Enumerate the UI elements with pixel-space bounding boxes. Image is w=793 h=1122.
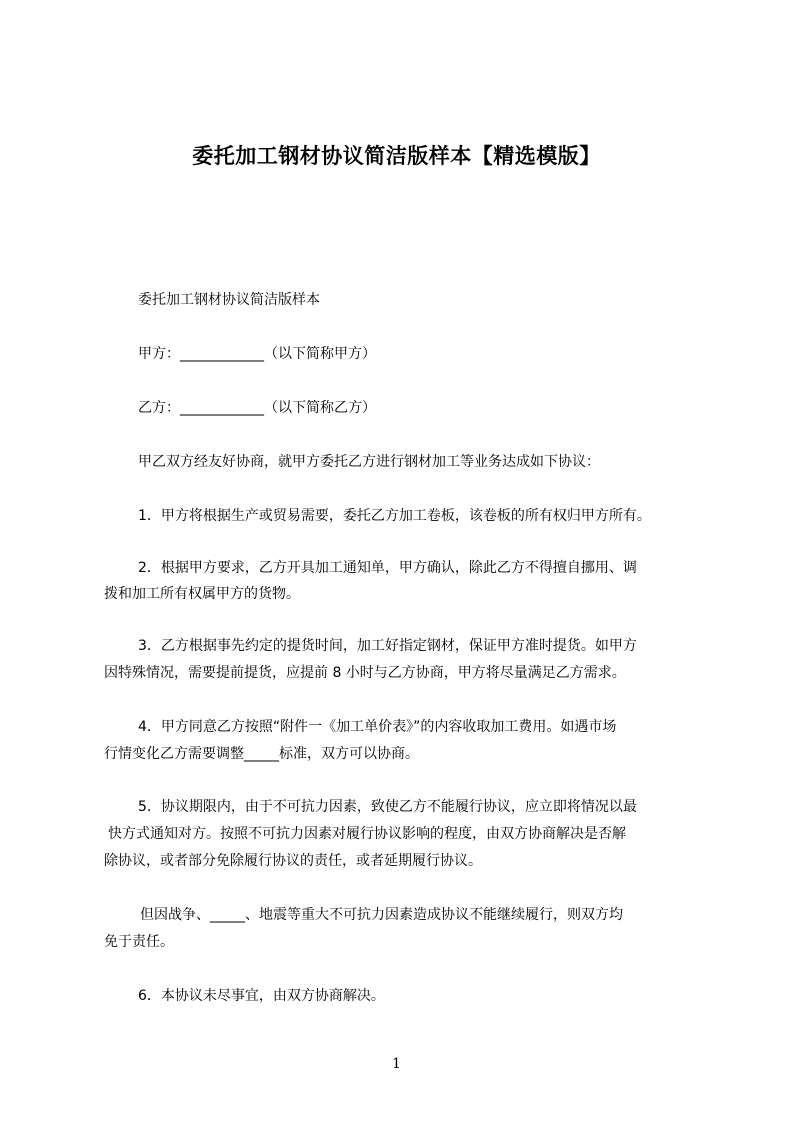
force-majeure-line-2: 免于责任。 bbox=[104, 934, 174, 950]
clause-4-line-1: 4．甲方同意乙方按照“附件一《加工单价表》”的内容收取加工费用。如遇市场 bbox=[138, 719, 617, 735]
clause-5-line-2: 快方式通知对方。按照不可抗力因素对履行协议影响的程度，由双方协商解决是否解 bbox=[108, 826, 626, 842]
clause-1-line-1: 1．甲方将根据生产或贸易需要，委托乙方加工卷板，该卷板的所有权归甲方所有。 bbox=[138, 508, 651, 524]
clause-6-line-1: 6．本协议未尽事宜，由双方协商解决。 bbox=[138, 988, 385, 1004]
document-subtitle: 委托加工钢材协议简洁版样本 bbox=[138, 292, 320, 308]
clause-3-line-2: 因特殊情况，需要提前提货，应提前 8 小时与乙方协商，甲方将尽量满足乙方需求。 bbox=[104, 665, 626, 681]
party-b-line: 乙方：____________（以下简称乙方） bbox=[138, 400, 376, 416]
clause-3-line-1: 3．乙方根据事先约定的提货时间，加工好指定钢材，保证甲方准时提货。如甲方 bbox=[138, 638, 637, 654]
document-title: 委托加工钢材协议简洁版样本【精选模版】 bbox=[192, 144, 601, 168]
clause-2-line-2: 拨和加工所有权属甲方的货物。 bbox=[104, 586, 300, 602]
party-a-line: 甲方：____________（以下简称甲方） bbox=[138, 346, 376, 362]
preamble-paragraph: 甲乙双方经友好协商，就甲方委托乙方进行钢材加工等业务达成如下协议： bbox=[138, 454, 600, 470]
page-number: 1 bbox=[392, 1056, 401, 1072]
force-majeure-line-1: 但因战争、_____、地震等重大不可抗力因素造成协议不能继续履行，则双方均 bbox=[140, 907, 623, 923]
clause-4-line-2: 行情变化乙方需要调整_____标准，双方可以协商。 bbox=[104, 746, 419, 762]
clause-5-line-3: 除协议，或者部分免除履行协议的责任，或者延期履行协议。 bbox=[104, 853, 482, 869]
clause-2-line-1: 2．根据甲方要求，乙方开具加工通知单，甲方确认，除此乙方不得擅自挪用、调 bbox=[138, 560, 637, 576]
clause-5-line-1: 5．协议期限内，由于不可抗力因素，致使乙方不能履行协议，应立即将情况以最 bbox=[138, 799, 637, 815]
